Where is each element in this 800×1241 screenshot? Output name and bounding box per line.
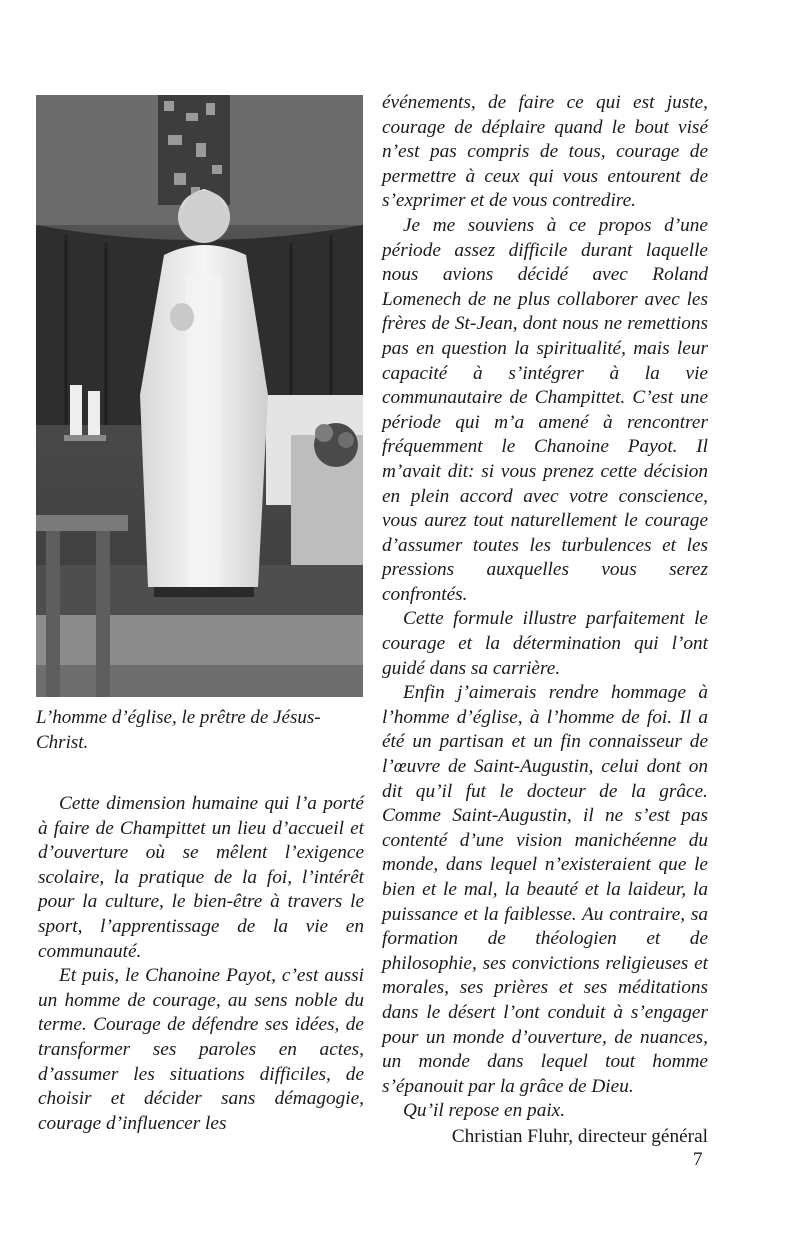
paragraph: Je me souviens à ce propos d’une période assez difficile durant laquelle nous avions décidé avec Roland Lomenech de ne plus collaborer avec les frères de St-Jean, dont nous ne remettions pas en question la spiritualité, mais leur capacité à s’intégrer à la vie communautaire de Champittet. C’est une période qui m’a amené à rencontrer fréquemment le Chanoine Payot. Il m’avait dit: si vous prenez cette décision en plein accord avec votre conscience, vous aurez tout naturellement le courage d’assumer toutes les turbulences et les pressions auxquelles vous serez confrontés.	[382, 214, 708, 605]
signature: Christian Fluhr, directeur général	[451, 1125, 708, 1147]
priest-photo	[36, 95, 363, 697]
priest-photo-icon	[36, 95, 363, 697]
paragraph: événements, de faire ce qui est juste, courage de déplaire quand le bout visé n’est pas compris de tous, courage de permettre à ceux qui vous entourent de s’exprimer et de vous contredire.	[382, 92, 708, 212]
paragraph: Cette dimension humaine qui l’a porté à faire de Champittet un lieu d’accueil et d’ouverture où se mêlent l’exigence scolaire, la pratique de la foi, l’intérêt pour la culture, le bien-être à travers le sport, l’apprentissage de la vie en communauté.	[38, 793, 364, 962]
page-number: 7	[693, 1149, 703, 1170]
paragraph: Et puis, le Chanoine Payot, c’est aussi un homme de courage, au sens noble du terme. Courage de défendre ses idées, de transformer ses paroles en actes, d’assumer les situations difficiles, de choisir et décider sans démagogie, courage d’influencer les	[38, 965, 364, 1134]
paragraph: Qu’il repose en paix.	[403, 1100, 566, 1122]
right-column	[382, 91, 708, 1150]
paragraph: Enfin j’aimerais rendre hommage à l’homme d’église, à l’homme de foi. Il a été un partisan et un fin connaisseur de l’œuvre de Saint-Augustin, celui dont on dit qu’il fut le docteur de la grâce. Comme Saint-Augustin, il ne s’est pas contenté d’une vision manichéenne du monde, dans lequel n’existeraient que le bien et le mal, la beauté et la laideur, la puissance et la faiblesse. Au contraire, sa formation de théologien et de philosophie, ses convictions religieuses et morales, ses prières et ses méditations dans le désert l’ont conduit à s’engager pour un monde d’ouverture, de nuances, un monde dans lequel tout homme s’épanouit par la grâce de Dieu.	[382, 682, 708, 1097]
paragraph: Cette formule illustre parfaitement le courage et la détermination qui l’ont guidé dans sa carrière.	[382, 608, 708, 679]
left-column	[38, 792, 364, 1136]
photo-caption: L’homme d’église, le prêtre de Jésus-Christ.	[36, 707, 321, 753]
